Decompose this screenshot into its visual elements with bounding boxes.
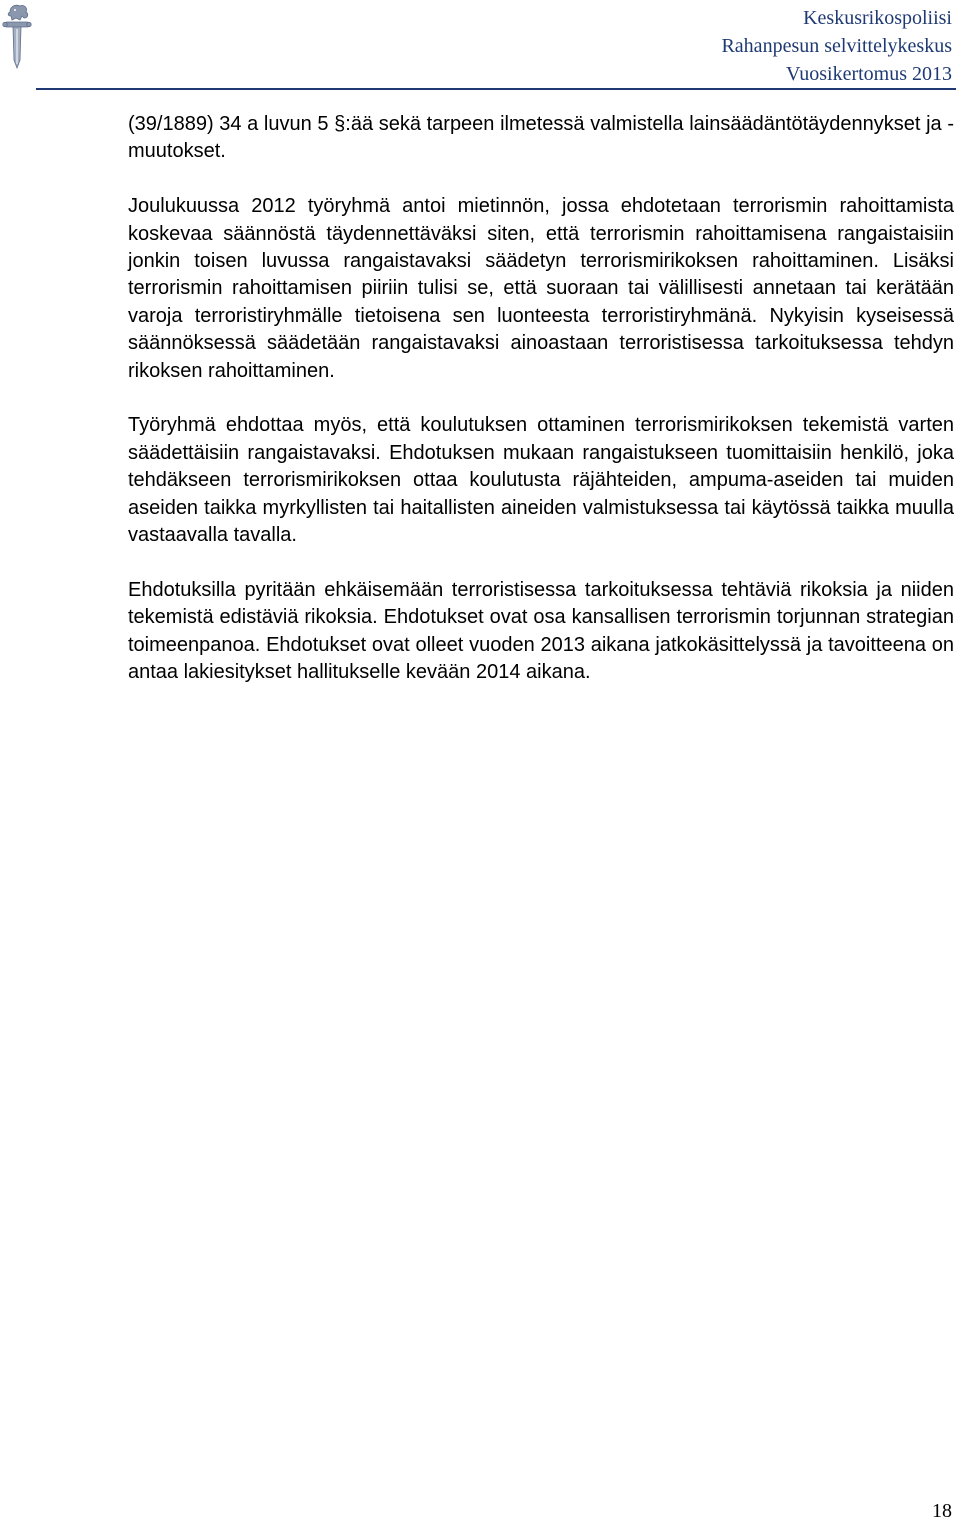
paragraph: Ehdotuksilla pyritään ehkäisemään terroristisessa tarkoituksessa tehtäviä rikoksia ja niiden tekemistä edistäviä rikoksia. Ehdotukset ovat osa kansallisen terrorismin torjunnan strategian toimeenpanoa. Ehdotukset ovat olleet vuoden 2013 aikana jatkokäsittelyssä ja tavoitteena on antaa lakiesitykset hallitukselle kevään 2014 aikana. bbox=[128, 578, 954, 684]
header-report-title: Vuosikertomus 2013 bbox=[785, 63, 952, 85]
header-organization: Keskusrikospoliisi bbox=[803, 7, 952, 29]
document-body bbox=[128, 111, 954, 714]
page-number: 18 bbox=[932, 1500, 952, 1522]
document-header bbox=[721, 4, 952, 88]
paragraph: (39/1889) 34 a luvun 5 §:ää sekä tarpeen ilmetessä valmistella lainsäädäntötäydennykset ja -muutokset. bbox=[128, 113, 954, 163]
police-emblem-icon bbox=[2, 2, 32, 70]
header-divider bbox=[36, 88, 956, 90]
paragraph: Työryhmä ehdottaa myös, että koulutuksen ottaminen terrorismirikoksen tekemistä varten säädettäisiin rangaistavaksi. Ehdotuksen mukaan rangaistukseen tuomittaisiin henkilö, joka tehdäkseen terrorismirikoksen ottaa koulutusta räjähteiden, ampuma-aseiden tai muiden aseiden taikka myrkyllisten tai haitallisten aineiden valmistuksessa tai käytössä taikka muulla vastaavalla tavalla. bbox=[128, 414, 954, 547]
header-unit: Rahanpesun selvittelykeskus bbox=[721, 35, 952, 57]
paragraph: Joulukuussa 2012 työryhmä antoi mietinnön, jossa ehdotetaan terrorismin rahoittamista koskevaa säännöstä täydennettäväksi siten, että terrorismin rahoittamisena rangaistaisiin jonkin toisen luvussa rangaistavaksi säädetyn terrorismirikoksen rahoittaminen. Lisäksi terrorismin rahoittamisen piiriin tulisi se, että suoraan tai välillisesti annetaan tai kerätään varoja terroristiryhmälle tietoisena sen luonteesta terroristiryhmänä. Nykyisin kyseisessä säännöksessä säädetään rangaistavaksi ainoastaan terroristisessa tarkoituksessa tehdyn rikoksen rahoittaminen. bbox=[128, 195, 954, 382]
